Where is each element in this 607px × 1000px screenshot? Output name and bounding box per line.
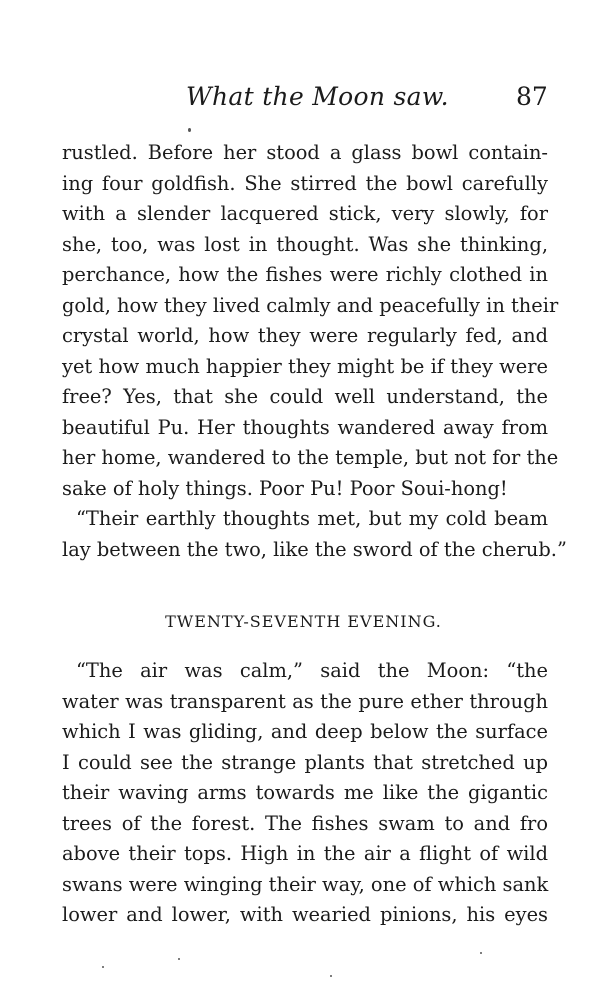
print-speck — [188, 128, 191, 132]
print-speck — [102, 966, 104, 968]
text-line: I could see the strange plants that stretched up — [62, 750, 548, 774]
page-number: 87 — [516, 82, 548, 111]
text-line: lower and lower, with wearied pinions, his eyes — [62, 903, 548, 926]
text-line: yet how much happier they might be if they were — [62, 354, 548, 378]
text-line: water was transparent as the pure ether through — [62, 689, 548, 713]
text-line: sake of holy things. Poor Pu! Poor Soui-hong! — [62, 476, 508, 500]
page-header — [0, 82, 607, 122]
text-line: trees of the forest. The fishes swam to and fro — [62, 811, 548, 835]
text-line: ing four goldfish. She stirred the bowl carefully — [62, 171, 548, 195]
paragraph-continued — [62, 138, 567, 565]
text-line: crystal world, how they were regularly fed, and — [62, 324, 548, 347]
text-line: she, too, was lost in thought. Was she thinking, — [62, 232, 548, 256]
text-line: beautiful Pu. Her thoughts wandered away from — [62, 415, 548, 439]
text-line: their waving arms towards me like the gigantic — [62, 781, 548, 804]
text-line: perchance, how the fishes were richly clothed in — [62, 263, 548, 286]
print-speck — [178, 958, 180, 960]
text-line: free? Yes, that she could well understand, the — [62, 385, 548, 408]
paragraph-twenty-seventh-evening — [62, 656, 548, 931]
text-line: with a slender lacquered stick, very slowly, for — [62, 202, 548, 225]
print-speck — [330, 975, 332, 977]
text-line: “Their earthly thoughts met, but my cold beam — [76, 507, 548, 530]
text-line: above their tops. High in the air a flight of wild — [62, 842, 548, 865]
text-line: lay between the two, like the sword of the cherub.” — [62, 537, 567, 561]
print-speck — [480, 952, 482, 954]
text-line: rustled. Before her stood a glass bowl contain- — [62, 141, 548, 164]
text-line: which I was gliding, and deep below the surface — [62, 720, 548, 743]
running-title: What the Moon saw. — [186, 82, 449, 111]
text-line: her home, wandered to the temple, but not for the — [62, 446, 559, 469]
text-line: gold, how they lived calmly and peacefully in their — [62, 293, 559, 317]
text-line: “The air was calm,” said the Moon: “the — [76, 659, 548, 682]
text-line: swans were winging their way, one of which sank — [62, 872, 549, 896]
section-heading: TWENTY-SEVENTH EVENING. — [165, 612, 442, 631]
